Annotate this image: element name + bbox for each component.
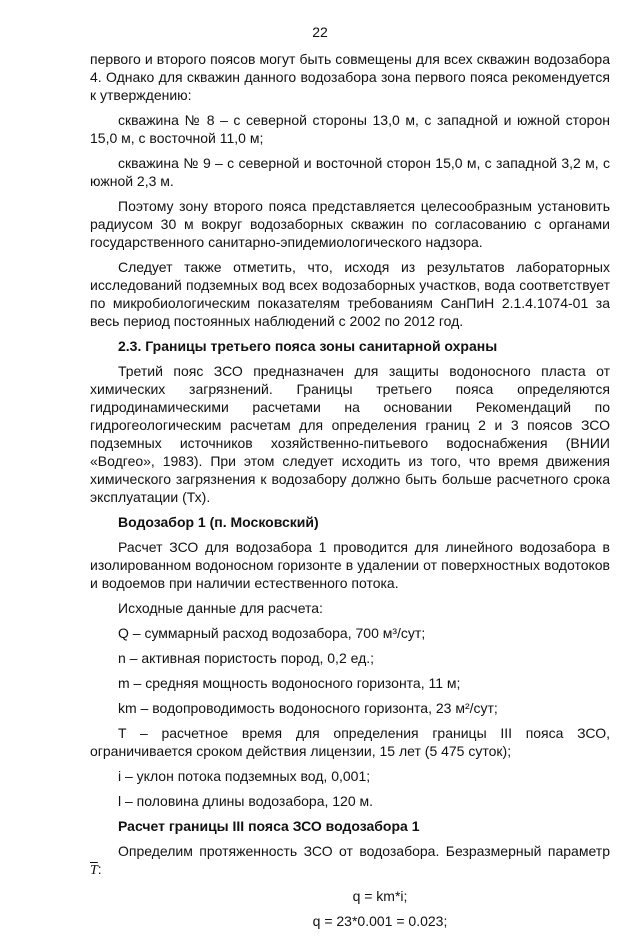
document-body — [90, 50, 610, 937]
param-n: n – активная пористость пород, 0,2 ед.; — [118, 650, 375, 666]
paragraph-third-zone: Третий пояс ЗСО предназначен для защиты водоносного пласта от химических загрязнений. Границы третьего пояса определяются гидродинамическими расчетами на основании Рекомендаций по гидрогеологическим расчетам для определения границ 2 и 3 поясов ЗСО подземных источников хозяйственно-питьевого водоснабжения (ВНИИ «Водгео», 1983). При этом следует исходить из того, что время движения химического загрязнения к водозабору должно быть больше расчетного срока эксплуатации (Тх). — [90, 363, 610, 505]
param-km: km – водопроводимость водоносного горизонта, 23 м²/сут; — [118, 700, 498, 716]
page-number: 22 — [312, 24, 328, 40]
param-i: i – уклон потока подземных вод, 0,001; — [118, 768, 371, 784]
paragraph-dimensionless — [90, 842, 610, 880]
param-t: T – расчетное время для определения границы III пояса ЗСО, ограничивается сроком действия лицензии, 15 лет (5 475 суток); — [90, 725, 610, 759]
subsection-heading-intake-1: Водозабор 1 (п. Московский) — [118, 514, 319, 530]
list-item-well-9: скважина № 9 – с северной и восточной сторон 15,0 м, с западной 3,2 м, с южной 2,3 м. — [90, 155, 610, 189]
subsection-heading-zone-calc: Расчет границы III пояса ЗСО водозабора 1 — [118, 818, 420, 834]
list-item-well-8: скважина № 8 – с северной стороны 13,0 м, с западной и южной сторон 15,0 м, с восточной 11,0 м; — [90, 112, 610, 146]
param-l: l – половина длины водозабора, 120 м. — [118, 793, 374, 809]
paragraph-colon: : — [97, 861, 102, 877]
paragraph-calculation-intro: Расчет ЗСО для водозабора 1 проводится для линейного водозабора в изолированном водоносном горизонте в удалении от поверхностных водотоков и водоемов при наличии естественного потока. — [90, 539, 610, 591]
formula-q-definition: q = km*i; — [352, 888, 408, 904]
formula-q-value: q = 23*0.001 = 0.023; — [312, 913, 448, 929]
paragraph-lab-results: Следует также отметить, что, исходя из результатов лабораторных исследований подземных вод всех водозаборных участков, вода соответствует по микробиологическим показателям требованиям СанПиН 2.1.4.1074-01 за весь период постоянных наблюдений с 2002 по 2012 год. — [90, 259, 610, 329]
param-m: m – средняя мощность водоносного горизонта, 11 м; — [118, 675, 461, 691]
paragraph-second-zone: Поэтому зону второго пояса представляется целесообразным установить радиусом 30 м вокруг водозаборных скважин по согласованию с органами государственного санитарно-эпидемиологического надзора. — [90, 198, 610, 250]
section-heading-2-3: 2.3. Границы третьего пояса зоны санитарной охраны — [118, 338, 498, 354]
paragraph-input-data: Исходные данные для расчета: — [118, 600, 323, 616]
paragraph-continuation: первого и второго поясов могут быть совмещены для всех скважин водозабора 4. Однако для скважин данного водозабора зона первого пояса рекомендуется к утверждению: — [90, 51, 610, 103]
t-bar-symbol: $\overline{T}$ — [90, 863, 98, 878]
paragraph-dimensionless-text: Определим протяженность ЗСО от водозабора. Безразмерный параметр — [118, 843, 610, 859]
param-q: Q – суммарный расход водозабора, 700 м³/сут; — [118, 625, 426, 641]
